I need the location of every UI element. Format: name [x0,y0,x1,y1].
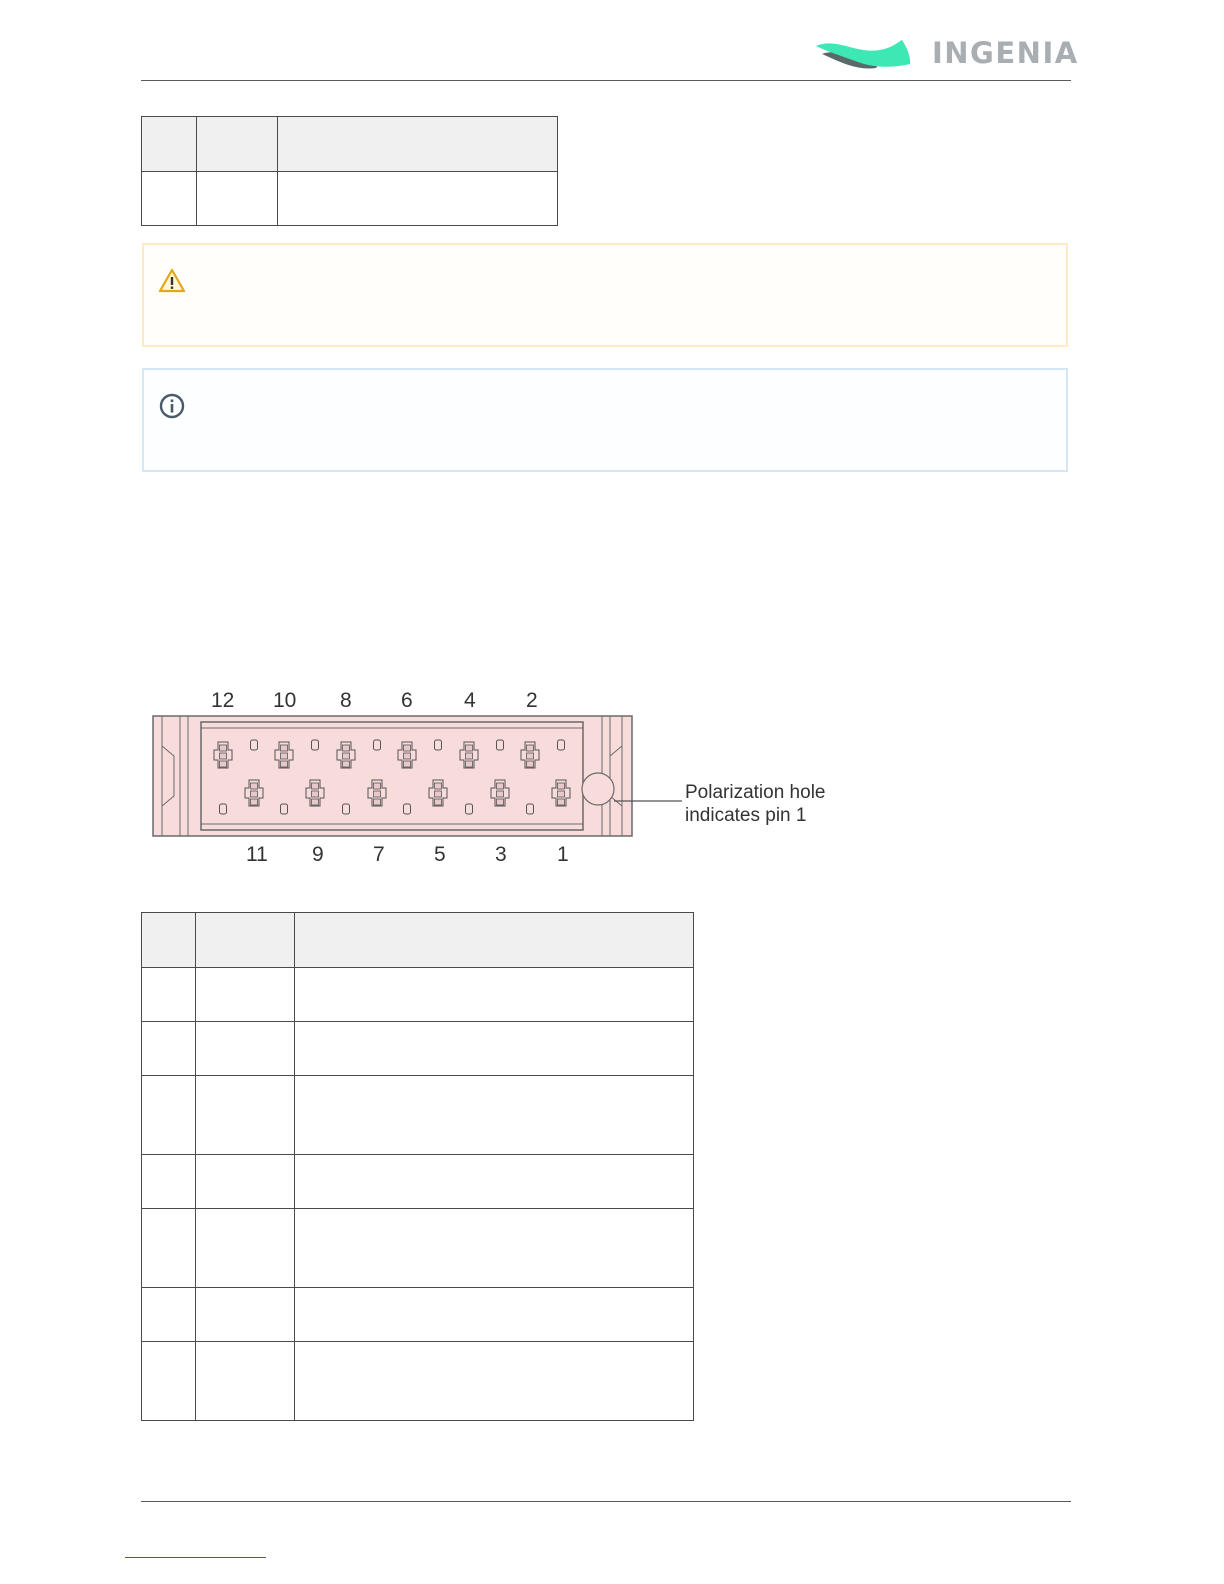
table-row [142,1209,694,1288]
table-header-cell [295,913,694,968]
table-row [142,1022,694,1076]
brand-name: INGENIA [932,36,1079,70]
pin-cavity [281,804,288,814]
table-cell [196,1288,295,1342]
callout-line-2: indicates pin 1 [685,805,807,826]
table-cell [142,172,197,226]
table-row [142,1076,694,1155]
connector-drawing [152,714,692,840]
table-cell [142,1022,196,1076]
ingenia-logo-mark [814,38,914,72]
table-cell [142,1342,196,1421]
pin-label-bottom: 9 [312,843,324,866]
table-cell [196,1342,295,1421]
top-table [141,116,558,226]
pin-cavity [527,804,534,814]
table-cell [142,1076,196,1155]
table-row [142,1342,694,1421]
table-cell [142,968,196,1022]
pin-label-top: 6 [401,689,413,712]
pin-label-top: 8 [340,689,352,712]
table-row [142,968,694,1022]
table-cell [196,1022,295,1076]
pin-label-top: 10 [273,689,297,712]
pin-label-bottom: 7 [373,843,385,866]
footer-rule [141,1501,1071,1502]
table-header-row [142,913,694,968]
table-cell [295,1076,694,1155]
table-header-cell [197,117,278,172]
pin-label-bottom: 5 [434,843,446,866]
warning-panel [142,243,1068,347]
table-cell [196,1076,295,1155]
table-cell [295,1342,694,1421]
table-cell [196,1209,295,1288]
pin-cavity [343,804,350,814]
pin-cavity [374,740,381,750]
info-icon [158,392,186,420]
table-cell [295,1022,694,1076]
table-row [142,1155,694,1209]
pin-cavity [466,804,473,814]
pin-cavity [497,740,504,750]
pin-table [141,912,694,1421]
pin-label-top: 4 [464,689,476,712]
table-header-cell [196,913,295,968]
pin-label-top: 12 [211,689,235,712]
table-cell [196,968,295,1022]
table-cell [295,1288,694,1342]
pin-label-bottom: 3 [495,843,507,866]
table-cell [196,1155,295,1209]
warning-icon [158,267,186,295]
footer-link-underline[interactable] [125,1557,266,1558]
table-header-cell [278,117,558,172]
table-row [142,172,558,226]
callout-line-1: Polarization hole [685,782,826,803]
table-cell [295,968,694,1022]
table-cell [142,1209,196,1288]
table-cell [142,1155,196,1209]
table-cell [295,1209,694,1288]
pin-label-top: 2 [526,689,538,712]
header-rule [141,80,1071,81]
pin-cavity [558,740,565,750]
table-cell [295,1155,694,1209]
pin-cavity [220,804,227,814]
table-cell [197,172,278,226]
table-header-row [142,117,558,172]
pin-cavity [404,804,411,814]
pin-cavity [435,740,442,750]
table-cell [278,172,558,226]
polarization-callout [685,781,825,827]
pin-label-bottom: 1 [557,843,569,866]
pin-cavity [312,740,319,750]
pin-label-bottom: 11 [246,843,268,866]
table-header-cell [142,117,197,172]
table-header-cell [142,913,196,968]
table-row [142,1288,694,1342]
table-cell [142,1288,196,1342]
info-panel [142,368,1068,472]
pin-cavity [251,740,258,750]
